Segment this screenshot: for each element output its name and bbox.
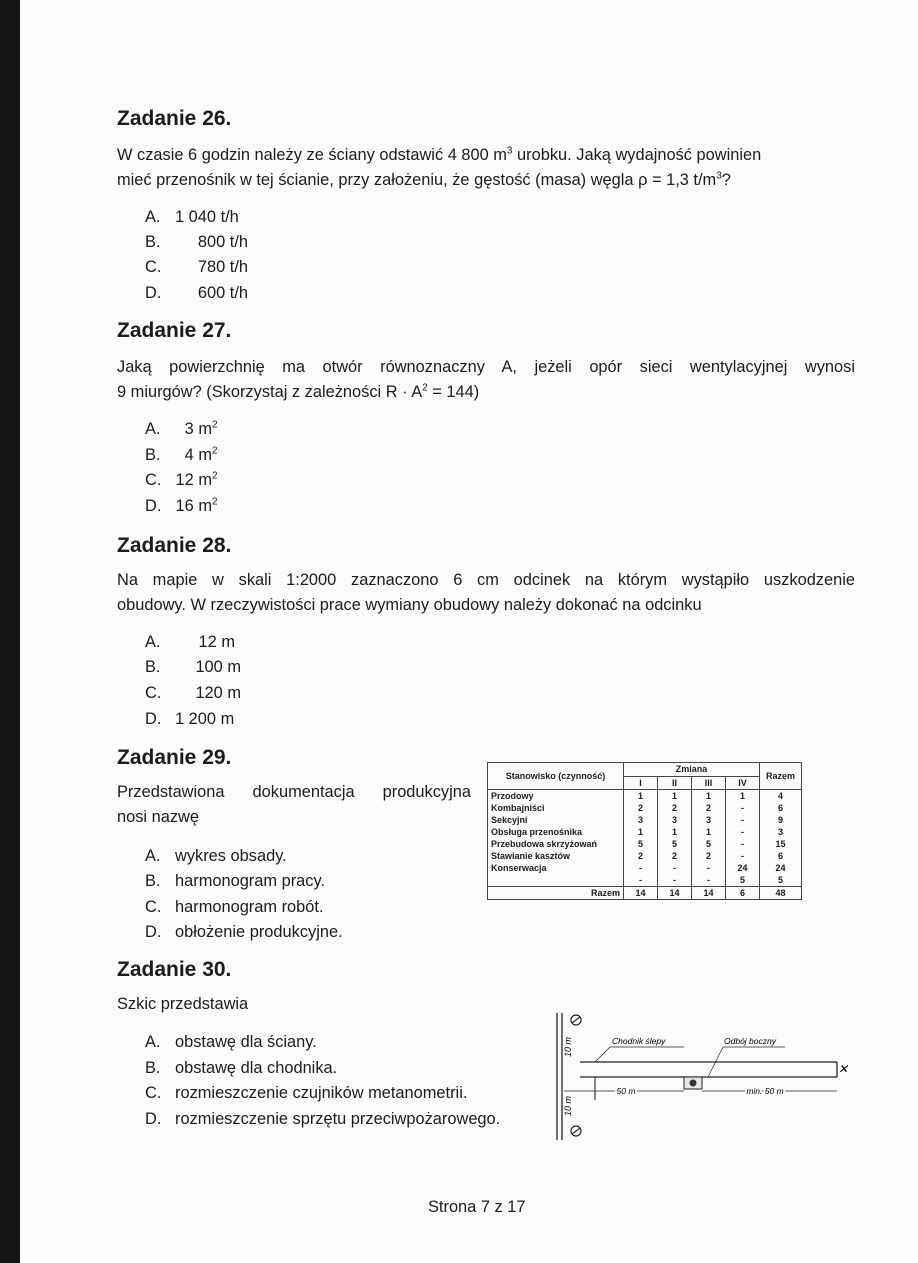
face-heading-icon: ✕	[838, 1062, 849, 1076]
page-footer: Strona 7 z 17	[428, 1198, 526, 1216]
task-27-line-1: Jaką powierzchnię ma otwór równoznaczny A, jeżeli opór sieci wentylacyjnej wynosi	[117, 358, 855, 376]
dim-10m-top: 10 m	[563, 1036, 573, 1058]
task-28-option-b[interactable]: B. 100 m	[145, 658, 241, 676]
table-row: Obsługa przenośnika 1 1 1 - 3	[488, 826, 802, 838]
task-29-option-a[interactable]: A. wykres obsady.	[145, 847, 287, 865]
task-27-option-d[interactable]: D. 16 $m^2$	[145, 496, 218, 515]
dim-50m: 50 m	[616, 1086, 636, 1096]
task-27-option-b[interactable]: B. 4 $m^2$	[145, 445, 218, 464]
task-29-option-b[interactable]: B. harmonogram pracy.	[145, 872, 326, 890]
task-29-option-d[interactable]: D. obłożenie produkcyjne.	[145, 923, 343, 941]
task-28-option-c[interactable]: C. 120 m	[145, 684, 241, 702]
task-28-title: Zadanie 28.	[117, 534, 232, 557]
table-total-row: Razem 14 14 14 6 48	[488, 887, 802, 900]
task-27-line-2: 9 miurgów? (Skorzystaj z zależności $R \cdot A^2 = 144$)	[117, 382, 480, 401]
sensor-icon-slash	[572, 1128, 580, 1134]
task-30-line-1: Szkic przedstawia	[117, 995, 249, 1013]
gallery-sketch	[540, 1005, 849, 1145]
task-30-option-d[interactable]: D. rozmieszczenie sprzętu przeciwpożarowego.	[145, 1110, 501, 1128]
sensor-icon-slash	[572, 1017, 580, 1023]
task-28-line-2: obudowy. W rzeczywistości prace wymiany obudowy należy dokonać na odcinku	[117, 596, 702, 614]
task-26-line-1: W czasie 6 godzin należy ze ściany odstawić 4 800 $m^3$ urobku. Jaką wydajność powinien	[117, 145, 762, 164]
task-29-line-1: Przedstawiona dokumentacja produkcyjna	[117, 783, 471, 801]
label-odboj: Odbój boczny	[724, 1036, 776, 1046]
table-row: Przebudowa skrzyżowań 5 5 5 - 15	[488, 838, 802, 850]
label-chodnik: Chodnik ślepy	[612, 1036, 666, 1046]
header-shift: II	[658, 776, 692, 790]
task-30-option-c[interactable]: C. rozmieszczenie czujników metanometrii.	[145, 1084, 468, 1102]
header-shift: I	[624, 776, 658, 790]
task-29-line-2: nosi nazwę	[117, 808, 200, 826]
table-row: Sekcyjni 3 3 3 - 9	[488, 814, 802, 826]
task-27-title: Zadanie 27.	[117, 319, 232, 342]
table-row: Stawianie kasztów 2 2 2 - 6	[488, 850, 802, 862]
task-30-title: Zadanie 30.	[117, 958, 232, 981]
task-26-option-c[interactable]: C. 780 t/h	[145, 258, 248, 276]
table-row: - - - 5 5	[488, 874, 802, 887]
header-razem: Razem	[760, 763, 802, 790]
task-30-option-b[interactable]: B. obstawę dla chodnika.	[145, 1059, 338, 1077]
leader-line	[595, 1047, 610, 1062]
task-29-option-c[interactable]: C. harmonogram robót.	[145, 898, 324, 916]
dim-min-50m: min. 50 m	[746, 1086, 784, 1096]
task-29-title: Zadanie 29.	[117, 746, 232, 769]
task-28-line-1: Na mapie w skali 1:2000 zaznaczono 6 cm odcinek na którym wystąpiło uszkodzenie	[117, 571, 855, 589]
header-zmiana: Zmiana	[624, 763, 760, 777]
table-row: Kombajniści 2 2 2 - 6	[488, 802, 802, 814]
task-28-option-a[interactable]: A. 12 m	[145, 633, 235, 651]
binding-strip	[0, 0, 20, 1263]
table-row: Konserwacja - - - 24 24	[488, 862, 802, 874]
task-26-option-a[interactable]: A. 1 040 t/h	[145, 208, 239, 226]
task-26-line-2: mieć przenośnik w tej ścianie, przy założeniu, że gęstość (masa) węgla ρ = 1,3 $t/m^3$?	[117, 170, 731, 189]
dim-10m-bottom: 10 m	[563, 1095, 573, 1117]
task-26-option-d[interactable]: D. 600 t/h	[145, 284, 248, 302]
header-shift: IV	[726, 776, 760, 790]
exam-page	[20, 0, 918, 1263]
table-row: Przodowy 1 1 1 1 4	[488, 790, 802, 803]
header-stanowisko: Stanowisko (czynność)	[488, 763, 624, 790]
task-26-title: Zadanie 26.	[117, 107, 232, 130]
task-30-option-a[interactable]: A. obstawę dla ściany.	[145, 1033, 317, 1051]
header-shift: III	[692, 776, 726, 790]
task-28-option-d[interactable]: D. 1 200 m	[145, 710, 235, 728]
task-27-option-a[interactable]: A. 3 $m^2$	[145, 419, 218, 438]
sensor-dot-icon	[690, 1080, 697, 1087]
task-27-option-c[interactable]: C. 12 $m^2$	[145, 470, 218, 489]
task-26-option-b[interactable]: B. 800 t/h	[145, 233, 248, 251]
production-table	[487, 762, 802, 900]
